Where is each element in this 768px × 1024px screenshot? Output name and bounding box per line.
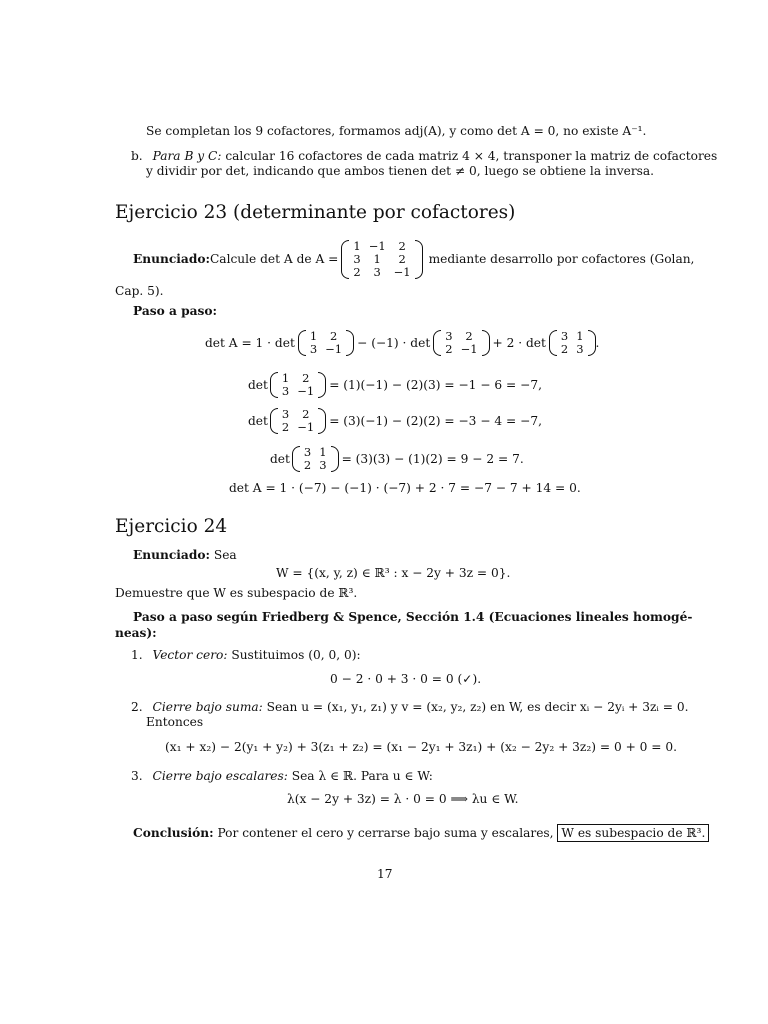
calc-2: = (3)(−1) − (2)(2) = −3 − 4 = −7, xyxy=(329,413,542,428)
minor-3-cell-0-1: 1 xyxy=(576,329,584,343)
calc-line-1 xyxy=(248,368,542,402)
step-2-text: Sean u = (x₁, y₁, z₁) y v = (x₂, y₂, z₂) en W, es decir xᵢ − 2yᵢ + 3zᵢ = 0. xyxy=(262,700,689,714)
step-1-title: Vector cero: xyxy=(152,648,228,662)
calc-minor-3-cell-1-0: 2 xyxy=(303,458,312,472)
conclusion xyxy=(133,826,709,841)
calc-3: = (3)(3) − (1)(2) = 9 − 2 = 7. xyxy=(341,451,524,466)
minor-1-cell-1-0: 3 xyxy=(309,342,318,356)
matrix-A-cell-0-0: 1 xyxy=(353,238,361,253)
ex23-heading: Ejercicio 23 (determinante por cofactores) xyxy=(115,202,516,223)
calc-minor-2-cell-0-1: 2 xyxy=(302,407,310,421)
ex23-enunciado-post: mediante desarrollo por cofactores (Golan, xyxy=(428,251,695,266)
top-line-1: Se completan los 9 cofactores, formamos adj(A), y como det A = 0, no existe A⁻¹. xyxy=(146,124,647,138)
item-b xyxy=(131,149,717,164)
matrix-A-cell-1-0: 3 xyxy=(353,251,361,266)
calc-minor-2 xyxy=(270,408,326,434)
matrix-A-cell-1-2: 2 xyxy=(398,251,406,266)
calc-minor-1-cell-1-0: 3 xyxy=(281,384,290,398)
ex23-paso-label: Paso a paso: xyxy=(133,304,218,318)
minor-2-cell-1-0: 2 xyxy=(445,342,453,356)
expand-end: . xyxy=(595,335,600,350)
ex23-enunciado-label: Enunciado: xyxy=(133,251,210,266)
minor-3-cell-0-0: 3 xyxy=(560,329,569,343)
ex24-paso-line2: neas): xyxy=(115,626,157,640)
minor-1-cell-0-0: 1 xyxy=(309,329,318,343)
step-2-eq: (x₁ + x₂) − 2(y₁ + y₂) + 3(z₁ + z₂) = (x₁ − 2y₁ + 3z₁) + (x₂ − 2y₂ + 3z₂) = 0 + 0 = 0. xyxy=(165,740,677,754)
matrix-A xyxy=(341,240,422,279)
det-label-3: det xyxy=(270,451,290,466)
step-1-marker: 1. xyxy=(131,648,143,662)
ex23-expansion xyxy=(205,326,599,360)
minor-1-cell-1-1: −1 xyxy=(325,342,343,356)
step-3-text: Sea λ ∈ ℝ. Para u ∈ W: xyxy=(287,769,433,783)
item-b-line2: y dividir por det, indicando que ambos tienen det ≠ 0, luego se obtiene la inversa. xyxy=(146,164,655,178)
item-b-lead: Para B y C: xyxy=(152,149,222,163)
ex24-enunciado-text: Sea xyxy=(209,548,237,562)
ex23-enunciado xyxy=(133,234,694,284)
calc-minor-3-cell-0-1: 1 xyxy=(319,445,327,459)
minor-1 xyxy=(298,330,354,356)
step-3-title: Cierre bajo escalares: xyxy=(152,769,288,783)
matrix-A-cell-2-1: 3 xyxy=(373,264,381,279)
step-3-eq: λ(x − 2y + 3z) = λ · 0 = 0 ⟹ λu ∈ W. xyxy=(287,792,519,806)
ex24-paso-line1: Paso a paso según Friedberg & Spence, Sección 1.4 (Ecuaciones lineales homogé- xyxy=(133,610,693,624)
minor-2-cell-0-0: 3 xyxy=(445,329,453,343)
minor-2 xyxy=(433,330,489,356)
minor-2-cell-0-1: 2 xyxy=(465,329,473,343)
matrix-A-cell-2-0: 2 xyxy=(353,264,361,279)
step-3-marker: 3. xyxy=(131,769,143,783)
ex24-set-eq: W = {(x, y, z) ∈ ℝ³ : x − 2y + 3z = 0}. xyxy=(276,566,511,580)
det-label-2: det xyxy=(248,413,268,428)
step-2-marker: 2. xyxy=(131,700,143,714)
ex24-enunciado xyxy=(133,548,237,563)
expand-mid1: − (−1) · det xyxy=(357,335,431,350)
conclusion-label: Conclusión: xyxy=(133,826,214,840)
calc-minor-1-cell-0-0: 1 xyxy=(281,371,290,385)
page-number: 17 xyxy=(377,867,393,881)
ex24-heading: Ejercicio 24 xyxy=(115,516,228,537)
step-1-text: Sustituimos (0, 0, 0): xyxy=(227,648,361,662)
calc-minor-3-cell-0-0: 3 xyxy=(303,445,312,459)
det-label-1: det xyxy=(248,377,268,392)
calc-minor-1-cell-1-1: −1 xyxy=(297,384,315,398)
matrix-A-cell-0-1: −1 xyxy=(368,238,386,253)
calc-minor-2-cell-1-1: −1 xyxy=(297,420,315,434)
calc-minor-1-cell-0-1: 2 xyxy=(302,371,310,385)
step-1-eq: 0 − 2 · 0 + 3 · 0 = 0 (✓). xyxy=(330,672,482,686)
step-3 xyxy=(131,769,433,784)
ex24-enunciado-label: Enunciado: xyxy=(133,548,210,562)
calc-line-3 xyxy=(270,442,524,476)
expand-mid2: + 2 · det xyxy=(492,335,546,350)
ex23-final: det A = 1 · (−7) − (−1) · (−7) + 2 · 7 = −7 − 7 + 14 = 0. xyxy=(229,481,581,495)
expand-lhs: det A = 1 · det xyxy=(205,335,295,350)
ex24-demuestre: Demuestre que W es subespacio de ℝ³. xyxy=(115,586,358,600)
matrix-A-cell-1-1: 1 xyxy=(373,251,381,266)
calc-1: = (1)(−1) − (2)(3) = −1 − 6 = −7, xyxy=(329,377,542,392)
calc-line-2 xyxy=(248,404,542,438)
minor-3 xyxy=(549,330,596,356)
calc-minor-2-cell-0-0: 3 xyxy=(281,407,290,421)
calc-minor-2-cell-1-0: 2 xyxy=(281,420,290,434)
minor-3-cell-1-1: 3 xyxy=(576,342,584,356)
calc-minor-3 xyxy=(292,446,339,472)
step-2-title: Cierre bajo suma: xyxy=(152,700,263,714)
step-1 xyxy=(131,648,361,663)
conclusion-boxed-result: W es subespacio de ℝ³. xyxy=(557,824,709,842)
matrix-A-cell-2-2: −1 xyxy=(393,264,411,279)
ex23-enunciado-pre: Calcule det A de A = xyxy=(209,251,339,266)
calc-minor-1 xyxy=(270,372,326,398)
step-2 xyxy=(131,700,688,715)
ex23-enunciado-line2: Cap. 5). xyxy=(115,284,164,298)
calc-minor-3-cell-1-1: 3 xyxy=(319,458,327,472)
item-b-rest: calcular 16 cofactores de cada matriz 4 × 4, transponer la matriz de cofactores xyxy=(221,149,718,163)
minor-3-cell-1-0: 2 xyxy=(560,342,569,356)
minor-1-cell-0-1: 2 xyxy=(329,329,338,343)
conclusion-text: Por contener el cero y cerrarse bajo suma y escalares, xyxy=(213,826,558,840)
minor-2-cell-1-1: −1 xyxy=(460,342,478,356)
matrix-A-cell-0-2: 2 xyxy=(398,238,406,253)
item-b-marker: b. xyxy=(131,149,143,163)
step-2-line2: Entonces xyxy=(146,715,204,729)
